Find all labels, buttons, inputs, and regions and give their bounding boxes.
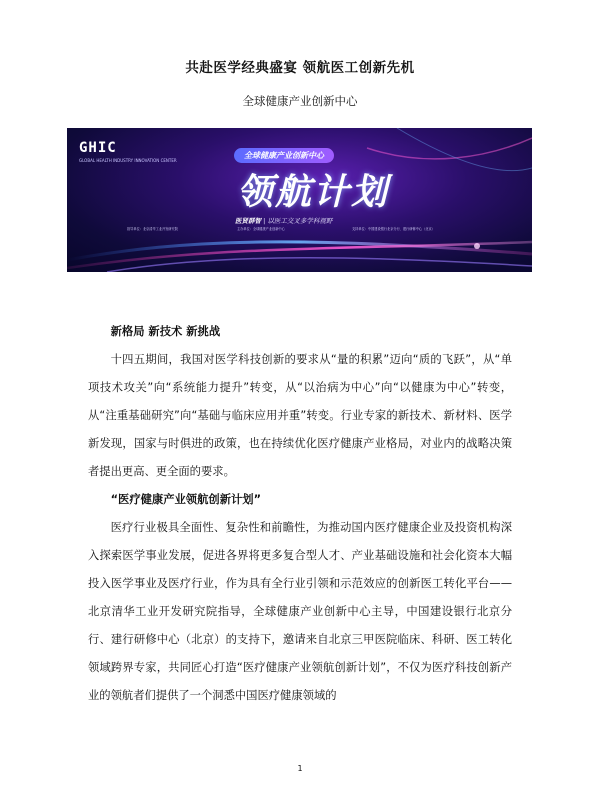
banner-info-host: 主办单位：全球健康产业创新中心	[237, 227, 285, 231]
page-number: 1	[297, 764, 303, 773]
section-heading: “医疗健康产业领航创新计划”	[110, 493, 262, 506]
document-subtitle: 全球健康产业创新中心	[242, 94, 358, 108]
banner-info-guide: 指导单位：北京清华工业开发研究院	[127, 227, 178, 231]
banner-logo-subtext: GLOBAL HEALTH INDUSTRY INNOVATION CENTER	[79, 158, 177, 163]
banner-tagline-bold: 医贤群智	[235, 217, 261, 225]
section-paragraph: 十四五期间，我国对医学科技创新的要求从“量的积累”迈向“质的飞跃”，从“单项技术攻关”向“系统能力提升”转变，从“以治病为中心”向“以健康为中心”转变，从“注重基础研究”向“基础与临床应用并重”转变。行业专家的新技术、新材料、医学新发现，国家与时俱进的政策，也在持续优化医疗健康产业格局，对业内的战略决策者提出更高、更全面的要求。	[88, 353, 512, 478]
banner-tagline-rest: | 以医工交叉多学科视野	[263, 217, 333, 225]
document-body	[88, 318, 512, 710]
banner-pill-label: 全球健康产业创新中心	[234, 148, 334, 163]
banner-logo: GHIC	[79, 140, 117, 156]
banner-tagline	[235, 216, 332, 225]
banner-info-support: 支持单位：中国建设银行北京分行、建行研修中心（北京）	[352, 227, 435, 231]
section-paragraph: 医疗行业极具全面性、复杂性和前瞻性，为推动国内医疗健康企业及投资机构深入探索医学事业发展，促进各界将更多复合型人才、产业基础设施和社会化资本大幅投入医学事业及医疗行业，作为具有全行业引领和示范效应的创新医工转化平台——北京清华工业开发研究院指导，全球健康产业创新中心主导，中国建设银行北京分行、建行研修中心（北京）的支持下，邀请来自北京三甲医院临床、科研、医工转化领域跨界专家，共同匠心打造“医疗健康产业领航创新计划”，不仅为医疗科技创新产业的领航者们提供了一个洞悉中国医疗健康领域的	[88, 521, 512, 702]
section-heading: 新格局 新技术 新挑战	[110, 325, 221, 338]
banner-main-text: 领航计划	[237, 172, 390, 213]
event-banner	[67, 128, 532, 272]
document-title: 共赴医学经典盛宴 领航医工创新先机	[185, 60, 415, 76]
